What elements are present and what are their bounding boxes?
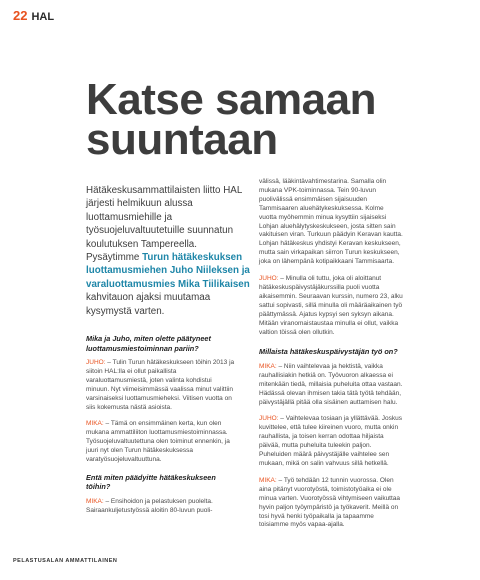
lead-highlight: Turun hätäkeskuksen luottamusmiehen Juho Niileksen ja varaluottamusmies Mika Tiilikaisen	[86, 252, 250, 290]
title-line-2: suuntaan	[86, 115, 278, 164]
speaker-label: JUHO:	[259, 415, 279, 423]
answer-text: – Ensihoidon ja pelastuksen puolelta. Sairaankuljetustyössä aloitin 80-luvun puoli-	[86, 497, 213, 514]
answer-paragraph	[86, 359, 236, 412]
question-3: Millaista hätäkeskuspäivystäjän työ on?	[259, 347, 398, 357]
speaker-label: MIKA:	[259, 476, 277, 484]
lead-text-1: Hätäkeskusammattilaisten liitto HAL järjesti helmikuun alussa luottamusmiehille ja työsuojeluvaltuutetuille suunnatun koulutuksen Tampereella. Pysäytimme	[86, 185, 242, 264]
answer-text: – Niin vaihtelevaa ja hektistä, vaikka rauhallisiakin hetkiä on. Työvuoron alkaessa ei mitenkään tiedä, millaisia puheluita ottaa vastaan. Hädässä olevan ihmisen takia tätä työtä tehdään, päivystäjällä pitää olla sisäinen auttamisen halu.	[259, 362, 403, 406]
answer-paragraph	[259, 477, 403, 530]
answer-text: – Tulin Turun hätäkeskukseen töihin 2013 ja siitoin HAL:lla ei ollut paikallista varaluottamusmiestä, joten valinta kohdistui minuun. Nyt viimeisimmässä vaalissa minut valittiin varsinaiseksi luottamusmieheksi. Viitisen vuotta on siis kokemusta nästä asioista.	[86, 359, 235, 411]
answer-paragraph	[259, 363, 403, 408]
continued-paragraph: välissä, lääkintävahtimestarina. Samalla olin mukana VPK-toiminnassa. Tein 90-luvun puolivälissä ensimmäisen sijaisuuden Tammisaaren aluehätykeskuksessa. Kolme vuotta myöhemmin minua kysyttiin sijaiseksi Lohjan aluehälytyskeskukseen, josta sitten sain vakituisen viran. Turkuun päädyin Keravan kautta. Lohjan hätäkeskus yhdistyi Keravan keskukseen, mutta sain virkapaikan siirron Turun keskukseen, joka on lähempänä kotipaikkaani Tammisaarta.	[259, 178, 403, 266]
page-number: 22	[13, 8, 28, 23]
answer-text: – Työ tehdään 12 tunnin vuorossa. Olen aina pitänyt vuorotyöstä, toimistotyöaika ei ole minua varten. Vuorotyössä vihtymiseen vaikuttaa hyvin paljon työympäristö ja työkaverit. Meillä on tosi hyvä henki työpaikalla ja tapaamme toisiamme myös vapaa-ajalla.	[259, 476, 401, 529]
answer-paragraph	[259, 275, 403, 337]
column-left	[86, 334, 236, 516]
column-right	[259, 178, 403, 530]
answer-paragraph	[259, 415, 403, 468]
lead-paragraph	[86, 184, 251, 318]
page-header	[13, 8, 54, 23]
answer-text: – Minulla oli tuttu, joka oli aloittanut hätäkeskuspäivystäjäkurssilla puoli vuotta aikaisemmin. Seuraavan kurssin, numero 23, alku sattui sopivasti, sillä minulla oli määräaikainen työ päättymässä. Ajatus kypsyi sen syksyn aikana. Mitään viranomaistaustaa minulla ei ollut, vaikka valtion töissä olen ollutkin.	[259, 275, 403, 336]
speaker-label: MIKA:	[86, 497, 104, 505]
speaker-label: JUHO:	[259, 275, 279, 283]
lead-text-2: kahvitauon ajaksi muutamaa kysymystä varten.	[86, 292, 211, 317]
question-2: Entä miten päädyitte hätäkeskukseen töihin?	[86, 472, 216, 492]
question-1: Mika ja Juho, miten olette päätyneet luottamusmiestoiminnan pariin?	[86, 334, 211, 353]
title-line-1: Katse samaan	[86, 75, 376, 124]
speaker-label: JUHO:	[86, 359, 106, 366]
section-label: HAL	[31, 11, 55, 23]
speaker-label: MIKA:	[86, 420, 104, 428]
article-title	[86, 75, 376, 164]
answer-paragraph	[86, 498, 236, 516]
answer-text: – Tämä on ensimmäinen kerta, kun olen mukana ammattiliiton luottamusmiestoiminnassa. Työsuojeluvaltuutettuna olen toiminut ennenkin, ja juuri nyt olen Turun hätäkeskuksessa varatyösuojeluvaltuuttuna.	[86, 420, 230, 464]
answer-text: – Vaihtelevaa tosiaan ja yllättävää. Joskus kuvittelee, että tulee kiireinen vuoro, mutta onkin rauhallista, ja toisen kerran odottaa hiljaista päivää, mutta puheluita tuleekin paljon. Puheluiden määrä päivystäjälle vaihtelee sen mukaan, mikä on salin vahvuus sillä hetkellä.	[259, 415, 402, 467]
speaker-label: MIKA:	[259, 362, 277, 370]
footer-magazine-name: PELASTUSALAN AMMATTILAINEN	[13, 558, 118, 564]
answer-paragraph	[86, 420, 236, 465]
